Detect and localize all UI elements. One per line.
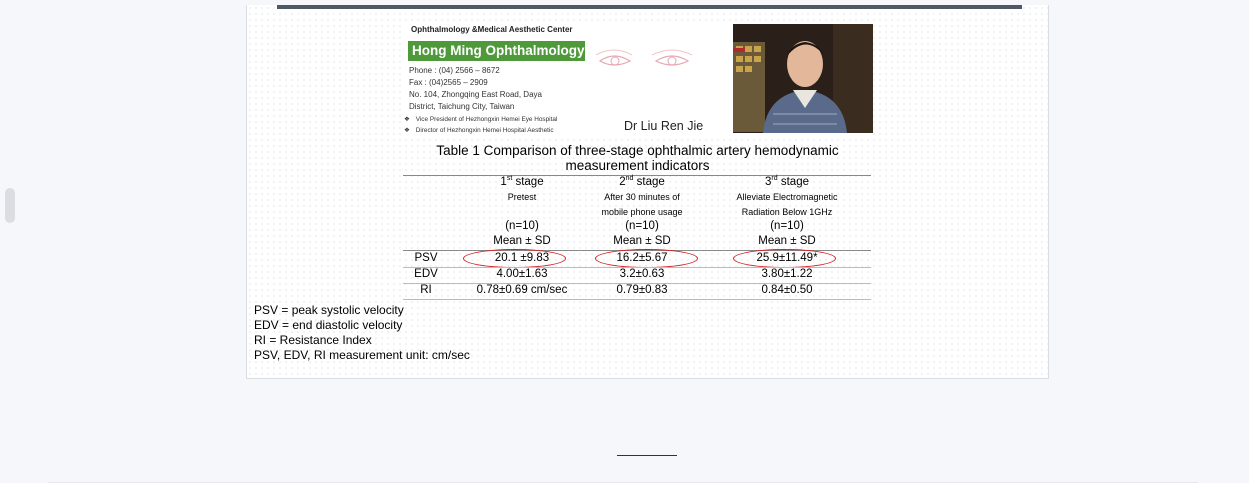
phone-text: Phone : (04) 2566 – 8672 xyxy=(409,66,500,75)
stage-3-desc-1: Alleviate Electromagnetic xyxy=(736,192,838,202)
stage-1-stat: Mean ± SD xyxy=(493,235,551,247)
stage-3-stat: Mean ± SD xyxy=(758,235,816,247)
stage-3-header: 3rd stage xyxy=(765,175,809,188)
bullet-icon: ❖ xyxy=(404,116,410,123)
eyes-illustration xyxy=(592,47,707,77)
stage-2-desc-2: mobile phone usage xyxy=(601,207,683,217)
stage-2-header: 2nd stage xyxy=(619,175,665,188)
stage-1-header: 1st stage xyxy=(500,175,544,188)
roles-list xyxy=(404,114,557,136)
table-rule-bottom xyxy=(403,299,871,300)
row-label-ri: RI xyxy=(420,284,432,296)
edv-stage-2: 3.2±0.63 xyxy=(619,268,665,280)
highlight-ellipse xyxy=(463,249,566,268)
document-top-bar xyxy=(277,5,1022,9)
psv-stage-1: 20.1 ±9.83 xyxy=(494,252,550,264)
psv-stage-2: 16.2±5.67 xyxy=(616,252,668,264)
data-table xyxy=(402,143,873,296)
doctor-photo xyxy=(733,24,873,133)
page-divider xyxy=(617,455,677,456)
stage-2-n: (n=10) xyxy=(625,220,659,232)
note-line: PSV, EDV, RI measurement unit: cm/sec xyxy=(254,348,470,362)
row-label-edv: EDV xyxy=(414,268,438,280)
document-image xyxy=(246,5,1049,379)
stage-1-n: (n=10) xyxy=(505,220,539,232)
note-line: RI = Resistance Index xyxy=(254,333,372,347)
ri-stage-3: 0.84±0.50 xyxy=(761,284,813,296)
stage-3-desc-2: Radiation Below 1GHz xyxy=(741,207,833,217)
bullet-icon: ❖ xyxy=(404,127,410,134)
note-line: EDV = end diastolic velocity xyxy=(254,318,403,332)
table-caption: Table 1 Comparison of three-stage ophthalmic artery hemodynamic measurement indicators xyxy=(436,143,839,173)
psv-stage-3: 25.9±11.49* xyxy=(756,252,818,264)
ri-stage-1: 0.78±0.69 cm/sec xyxy=(476,284,568,296)
contact-block xyxy=(409,65,542,113)
stage-3-n: (n=10) xyxy=(770,220,804,232)
edv-stage-3: 3.80±1.22 xyxy=(761,268,813,280)
address-line-2: District, Taichung City, Taiwan xyxy=(409,102,515,111)
role-item: ❖ Director of Hezhongxin Hemei Hospital Aesthetic xyxy=(404,127,554,134)
highlight-ellipse xyxy=(733,249,836,268)
scroll-handle[interactable] xyxy=(5,188,15,223)
edv-stage-1: 4.00±1.63 xyxy=(496,268,548,280)
stage-2-desc-1: After 30 minutes of xyxy=(604,192,680,202)
address-line-1: No. 104, Zhongqing East Road, Daya xyxy=(409,90,542,99)
highlight-ellipse xyxy=(595,249,698,268)
business-card xyxy=(402,23,873,135)
brand-banner: Hong Ming Ophthalmology xyxy=(408,41,585,61)
stage-1-desc: Pretest xyxy=(507,192,537,202)
org-name: Ophthalmology &Medical Aesthetic Center xyxy=(411,25,573,34)
stage-2-stat: Mean ± SD xyxy=(613,235,671,247)
table-notes xyxy=(254,303,470,363)
ri-stage-2: 0.79±0.83 xyxy=(616,284,668,296)
note-line: PSV = peak systolic velocity xyxy=(254,303,404,317)
row-label-psv: PSV xyxy=(414,252,438,264)
fax-text: Fax : (04)2565 – 2909 xyxy=(409,78,488,87)
role-item: ❖ Vice President of Hezhongxin Hemei Eye Hospital xyxy=(404,116,558,123)
doctor-name: Dr Liu Ren Jie xyxy=(624,119,704,133)
